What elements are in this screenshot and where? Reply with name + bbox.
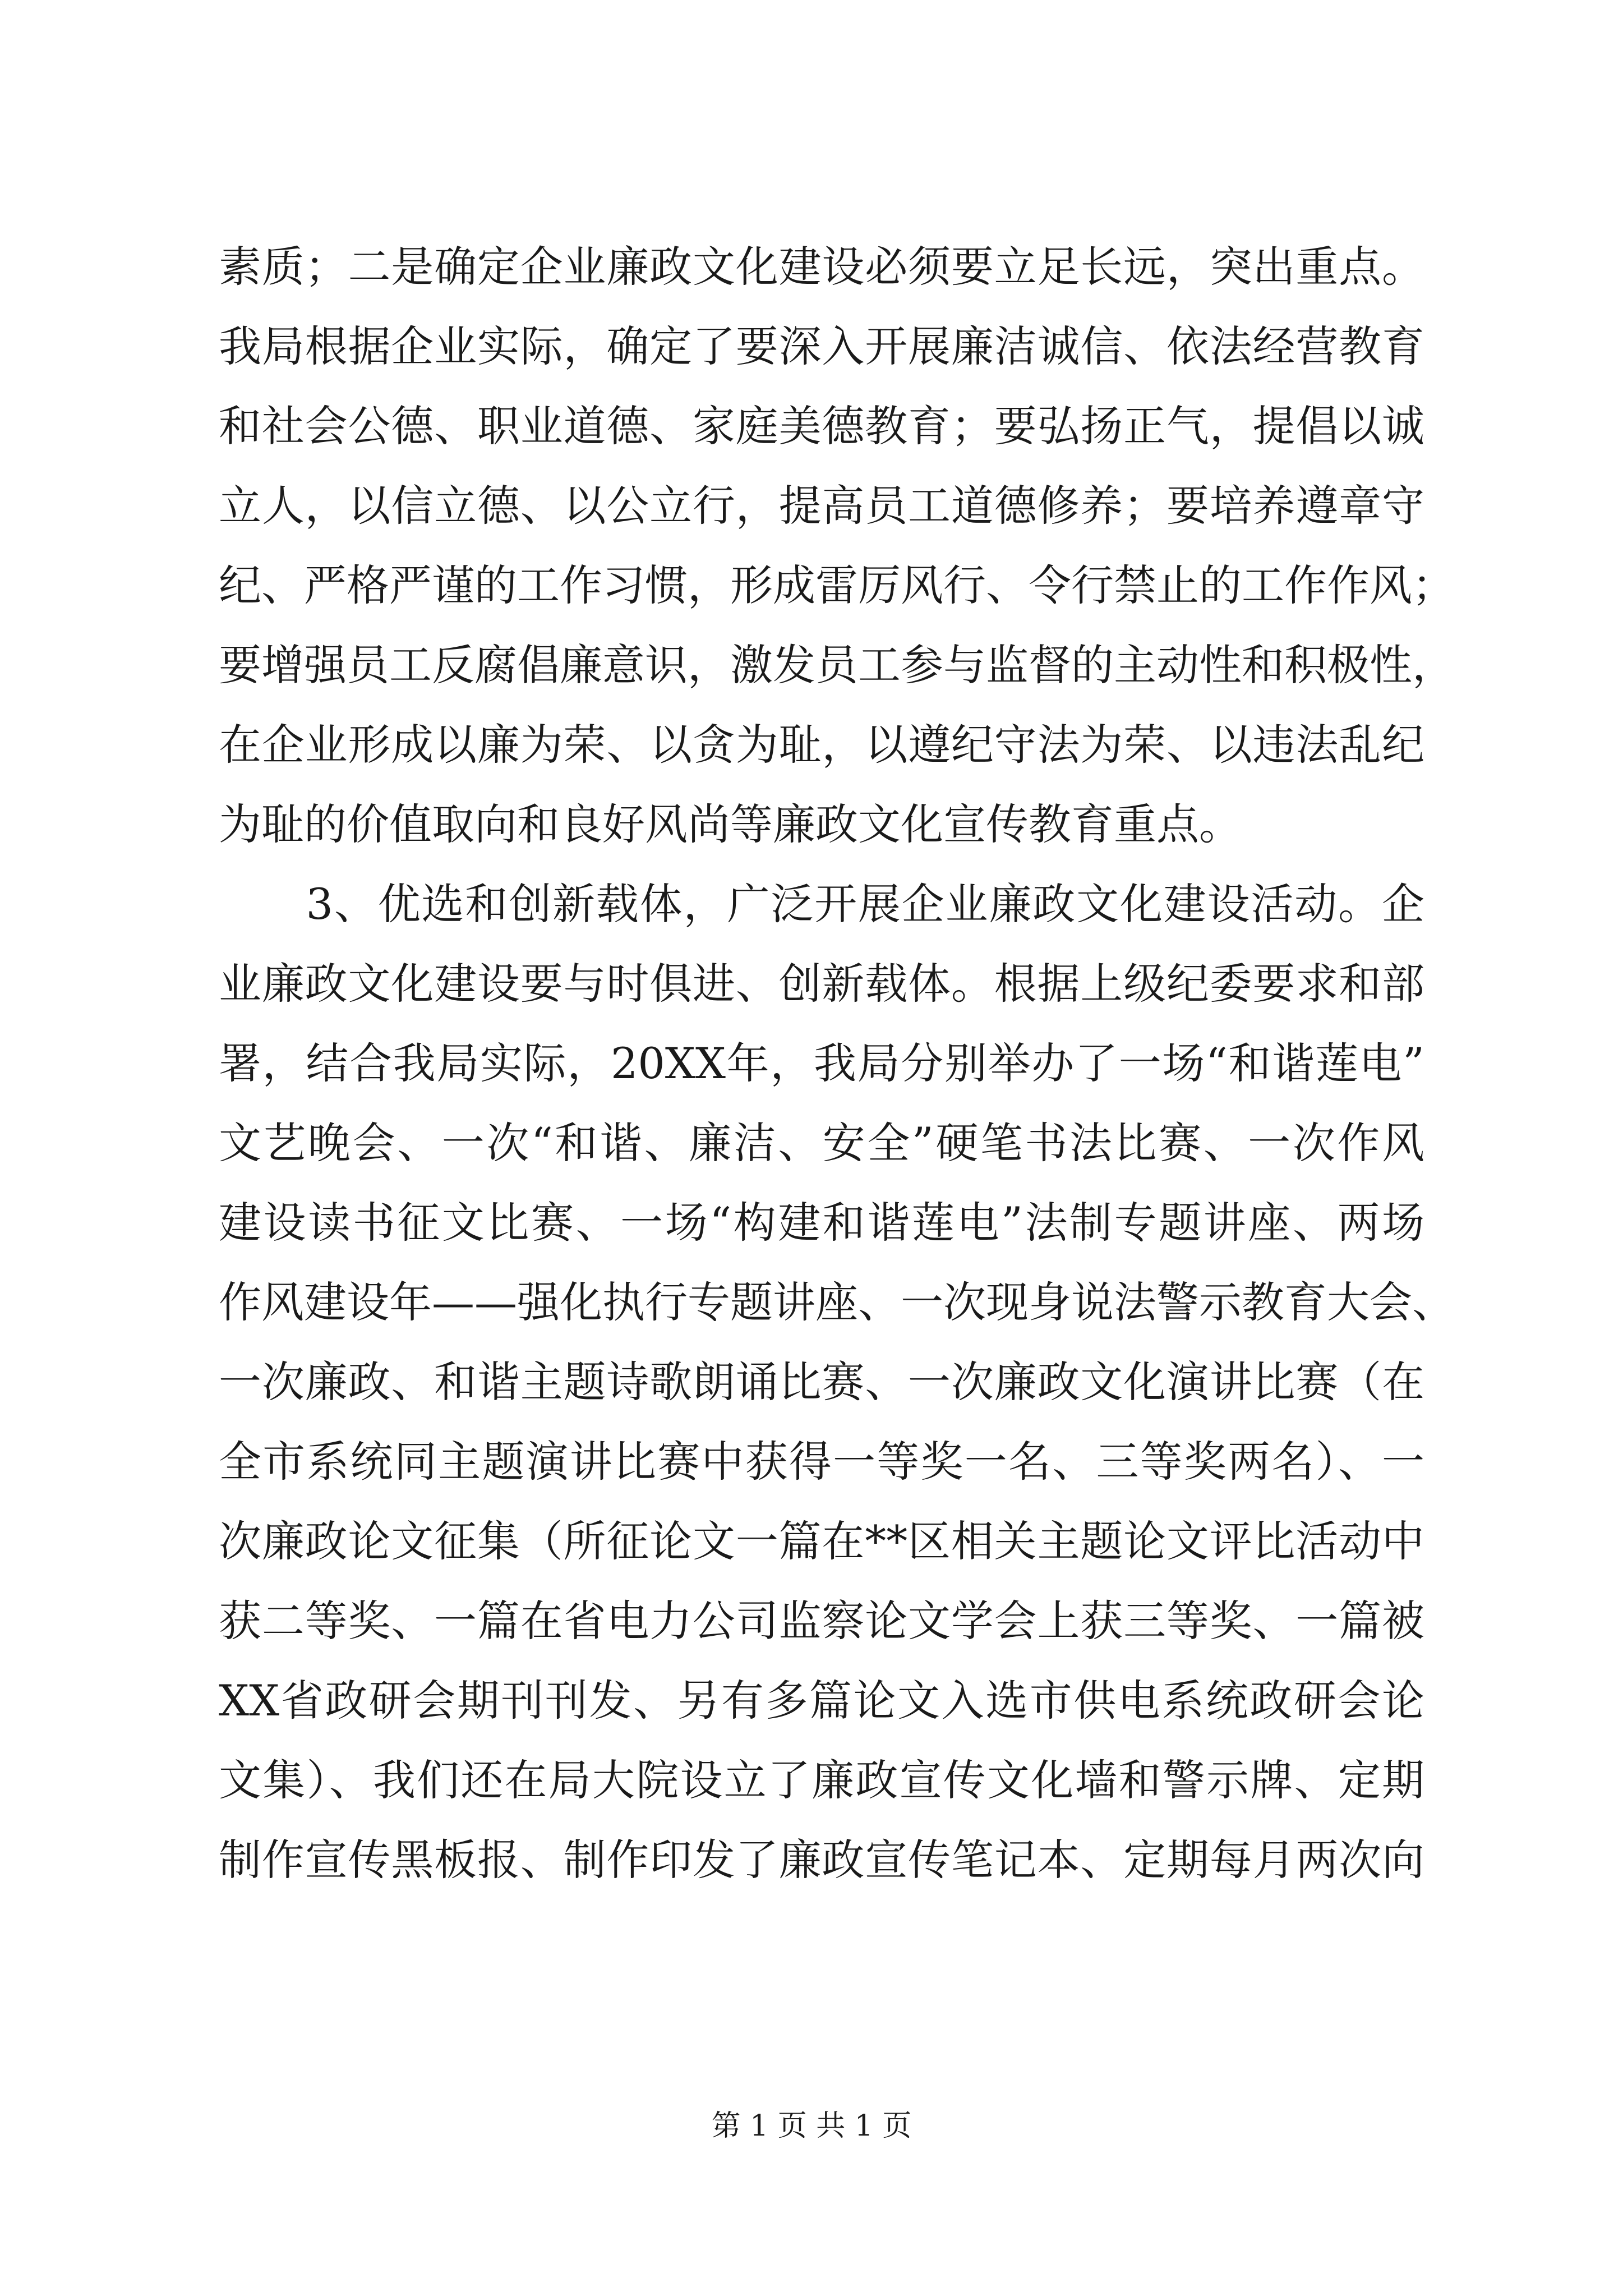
text-line: 和社会公德、职业道德、家庭美德教育；要弘扬正气，提倡以诚 — [219, 401, 1424, 451]
text-line: 文艺晚会、一次“和谐、廉洁、安全”硬笔书法比赛、一次作风 — [219, 1118, 1424, 1168]
text-line: 3、优选和创新载体，广泛开展企业廉政文化建设活动。企 — [219, 879, 1424, 929]
text-line: 制作宣传黑板报、制作印发了廉政宣传笔记本、定期每月两次向 — [219, 1835, 1424, 1885]
page-footer — [0, 2106, 1623, 2146]
text-line: 次廉政论文征集（所征论文一篇在**区相关主题论文评比活动中 — [219, 1516, 1424, 1566]
text-line: 业廉政文化建设要与时俱进、创新载体。根据上级纪委要求和部 — [219, 959, 1424, 1009]
text-line: 为耻的价值取向和良好风尚等廉政文化宣传教育重点。 — [219, 799, 1242, 849]
text-line: 要增强员工反腐倡廉意识，激发员工参与监督的主动性和积极性， — [219, 640, 1455, 690]
text-line: 在企业形成以廉为荣、以贪为耻，以遵纪守法为荣、以违法乱纪 — [219, 720, 1424, 770]
text-line: 素质；二是确定企业廉政文化建设必须要立足长远，突出重点。 — [219, 242, 1424, 292]
text-line: 作风建设年——强化执行专题讲座、一次现身说法警示教育大会、 — [219, 1277, 1455, 1327]
page-number-label: 第 1 页 共 1 页 — [711, 2109, 912, 2143]
text-line: 文集）、我们还在局大院设立了廉政宣传文化墙和警示牌、定期 — [219, 1755, 1424, 1805]
text-line: 立人，以信立德、以公立行，提高员工道德修养；要培养遵章守 — [219, 481, 1424, 531]
text-line: 全市系统同主题演讲比赛中获得一等奖一名、三等奖两名）、一 — [219, 1437, 1424, 1487]
text-line: 我局根据企业实际，确定了要深入开展廉洁诚信、依法经营教育 — [219, 321, 1424, 371]
text-line: 建设读书征文比赛、一场“构建和谐莲电”法制专题讲座、两场 — [219, 1198, 1424, 1248]
text-line: XX省政研会期刊刊发、另有多篇论文入选市供电系统政研会论 — [219, 1676, 1424, 1726]
text-line: 纪、严格严谨的工作习惯，形成雷厉风行、令行禁止的工作作风； — [219, 560, 1455, 610]
text-line: 获二等奖、一篇在省电力公司监察论文学会上获三等奖、一篇被 — [219, 1596, 1424, 1646]
body-text — [219, 227, 1455, 1900]
text-line: 署，结合我局实际，20XX年，我局分别举办了一场“和谐莲电” — [219, 1038, 1424, 1088]
text-line: 一次廉政、和谐主题诗歌朗诵比赛、一次廉政文化演讲比赛（在 — [219, 1357, 1424, 1407]
